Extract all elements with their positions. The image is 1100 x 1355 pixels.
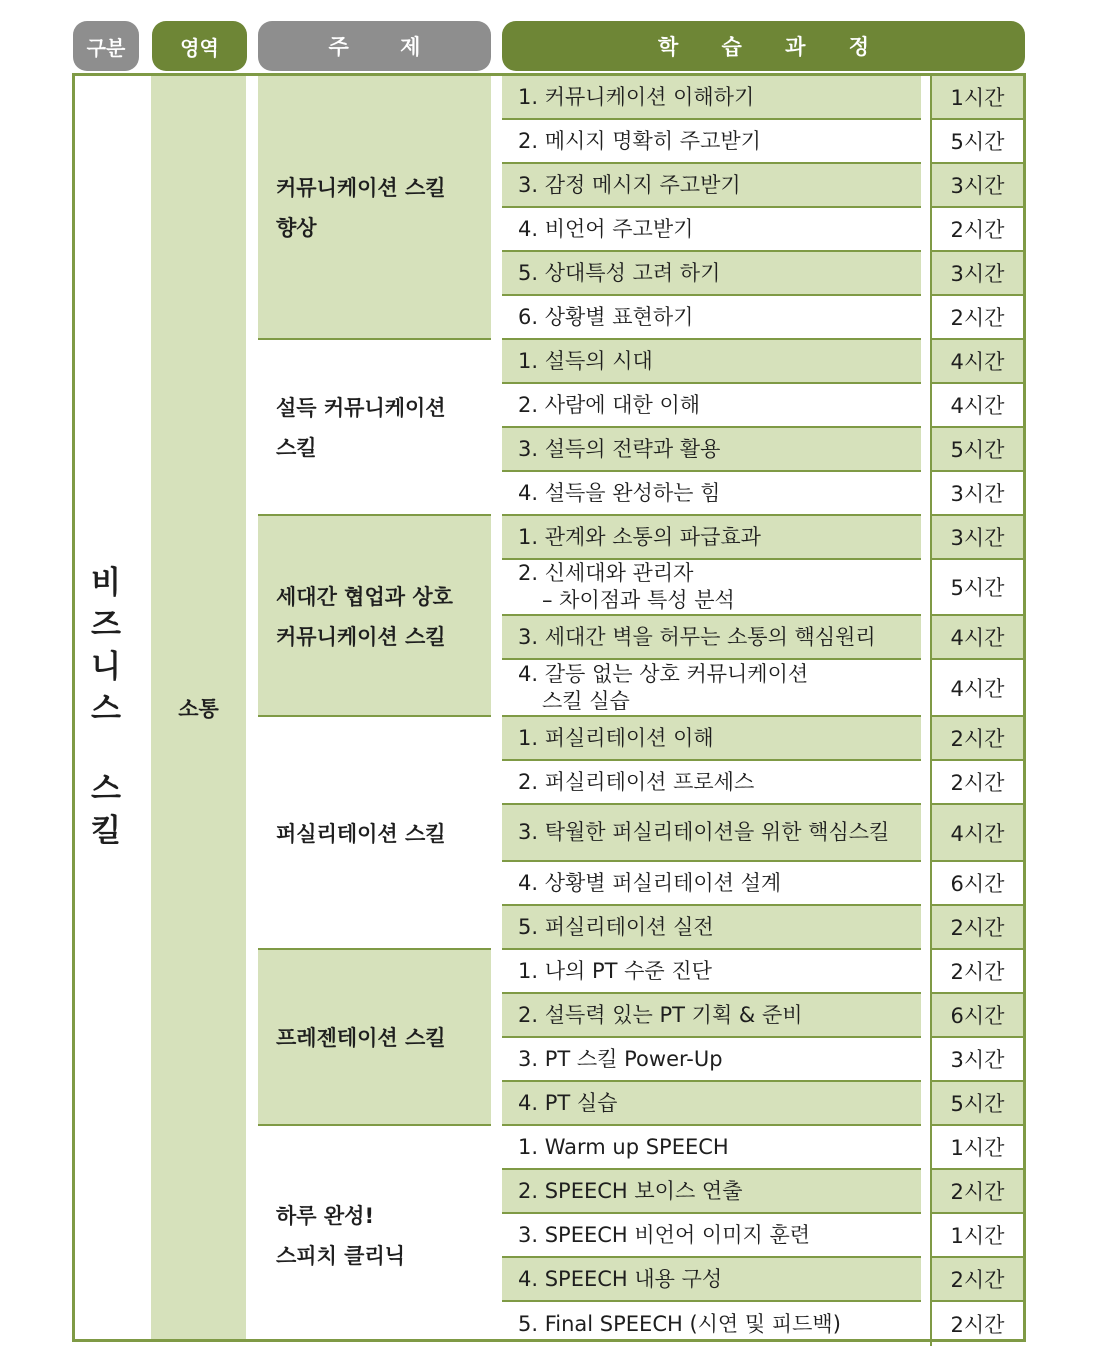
topic-label: 향상 <box>276 216 317 240</box>
course-row <box>502 761 1023 805</box>
course-row <box>502 616 1023 660</box>
course-row <box>502 516 1023 560</box>
topic-label: 커뮤니케이션 스킬 <box>276 624 446 649</box>
course-name: 1. 나의 PT 수준 진단 <box>502 950 921 994</box>
topic-cell <box>258 340 491 516</box>
course-hours: 5시간 <box>930 560 1023 616</box>
course-name: 5. 퍼실리테이션 실전 <box>502 906 921 950</box>
course-row <box>502 660 1023 717</box>
category-char: 스 <box>91 691 121 727</box>
course-hours: 2시간 <box>930 1258 1023 1302</box>
course-row <box>502 120 1023 164</box>
course-hours: 4시간 <box>930 805 1023 862</box>
category-char: 니 <box>91 649 121 685</box>
category-char: 스 <box>91 771 121 807</box>
course-row <box>502 994 1023 1038</box>
course-name-line: 스킬 실습 <box>542 688 630 713</box>
course-hours: 3시간 <box>930 516 1023 560</box>
course-row <box>502 384 1023 428</box>
course-row <box>502 1038 1023 1082</box>
topic-label: 하루 완성! <box>276 1204 375 1228</box>
header-area: 영역 <box>152 21 247 71</box>
course-row <box>502 1258 1023 1302</box>
course-row <box>502 208 1023 252</box>
course-name: 5. 상대특성 고려 하기 <box>502 252 921 296</box>
course-hours: 4시간 <box>930 340 1023 384</box>
course-name: 3. SPEECH 비언어 이미지 훈련 <box>502 1214 921 1258</box>
course-hours: 2시간 <box>930 296 1023 340</box>
header-course: 학 습 과 정 <box>502 21 1025 71</box>
course-name: 1. 커뮤니케이션 이해하기 <box>502 76 921 120</box>
course-row <box>502 164 1023 208</box>
course-name: 2. 사람에 대한 이해 <box>502 384 921 428</box>
topic-label: 스피치 클리닉 <box>276 1244 406 1268</box>
course-row <box>502 805 1023 862</box>
course-hours: 1시간 <box>930 76 1023 120</box>
course-row <box>502 472 1023 516</box>
course-name: 1. 퍼실리테이션 이해 <box>502 717 921 761</box>
course-hours: 3시간 <box>930 164 1023 208</box>
topic-cell <box>258 76 491 340</box>
course-name: 2. 메시지 명확히 주고받기 <box>502 120 921 164</box>
header-gubun: 구분 <box>73 21 139 71</box>
topic-label: 커뮤니케이션 스킬 <box>276 176 446 200</box>
course-hours: 1시간 <box>930 1214 1023 1258</box>
course-name: 1. 관계와 소통의 파급효과 <box>502 516 921 560</box>
course-name: 2. 설득력 있는 PT 기획 & 준비 <box>502 994 921 1038</box>
topic-label: 퍼실리테이션 스킬 <box>276 821 446 846</box>
course-name: 2. SPEECH 보이스 연출 <box>502 1170 921 1214</box>
course-hours: 2시간 <box>930 906 1023 950</box>
header-topic: 주 제 <box>258 21 491 71</box>
course-name <box>502 660 921 717</box>
course-row <box>502 340 1023 384</box>
area-label: 소통 <box>178 697 219 721</box>
topic-label: 세대간 협업과 상호 <box>276 584 453 609</box>
course-row <box>502 906 1023 950</box>
course-row <box>502 950 1023 994</box>
category-title <box>78 562 134 852</box>
course-name: 1. 설득의 시대 <box>502 340 921 384</box>
course-name: 4. SPEECH 내용 구성 <box>502 1258 921 1302</box>
topic-label: 스킬 <box>276 436 317 460</box>
course-row <box>502 252 1023 296</box>
course-row <box>502 1214 1023 1258</box>
course-name: 4. PT 실습 <box>502 1082 921 1126</box>
course-hours: 2시간 <box>930 717 1023 761</box>
course-row <box>502 862 1023 906</box>
topic-cell <box>258 717 491 950</box>
course-name-line: 4. 갈등 없는 상호 커뮤니케이션 <box>518 661 809 686</box>
course-hours: 5시간 <box>930 1082 1023 1126</box>
category-char: 킬 <box>91 813 121 849</box>
course-hours: 5시간 <box>930 120 1023 164</box>
topic-label: 프레젠테이션 스킬 <box>276 1026 446 1050</box>
course-name-line: – 차이점과 특성 분석 <box>542 588 735 612</box>
course-hours: 5시간 <box>930 428 1023 472</box>
category-char: 비 <box>91 565 121 601</box>
course-name: 1. Warm up SPEECH <box>502 1126 921 1170</box>
course-row <box>502 1082 1023 1126</box>
course-hours: 2시간 <box>930 761 1023 805</box>
course-row <box>502 428 1023 472</box>
course-name: 4. 상황별 퍼실리테이션 설계 <box>502 862 921 906</box>
course-hours: 6시간 <box>930 994 1023 1038</box>
course-row <box>502 560 1023 616</box>
course-hours: 3시간 <box>930 1038 1023 1082</box>
category-char: 즈 <box>91 607 121 643</box>
course-hours: 3시간 <box>930 252 1023 296</box>
course-hours: 1시간 <box>930 1126 1023 1170</box>
course-name: 3. 탁월한 퍼실리테이션을 위한 핵심스킬 <box>502 805 921 862</box>
course-row <box>502 296 1023 340</box>
course-hours: 4시간 <box>930 616 1023 660</box>
course-hours: 4시간 <box>930 660 1023 717</box>
topic-cell <box>258 950 491 1126</box>
course-hours: 4시간 <box>930 384 1023 428</box>
course-name: 5. Final SPEECH (시연 및 피드백) <box>518 1311 841 1336</box>
course-name: 3. PT 스킬 Power-Up <box>502 1038 921 1082</box>
course-name: 3. 감정 메시지 주고받기 <box>502 164 921 208</box>
course-hours: 2시간 <box>930 950 1023 994</box>
course-hours: 2시간 <box>930 1170 1023 1214</box>
course-row <box>502 1302 1023 1346</box>
topic-cell <box>258 516 491 717</box>
course-row <box>502 76 1023 120</box>
course-name: 4. 비언어 주고받기 <box>502 208 921 252</box>
course-row <box>502 1126 1023 1170</box>
topic-cell <box>258 1126 491 1346</box>
course-name: 2. 퍼실리테이션 프로세스 <box>502 761 921 805</box>
course-name: 3. 설득의 전략과 활용 <box>502 428 921 472</box>
course-name: 3. 세대간 벽을 허무는 소통의 핵심원리 <box>502 616 921 660</box>
course-name <box>502 560 921 616</box>
course-name-line: 2. 신세대와 관리자 <box>518 561 694 585</box>
course-hours: 2시간 <box>930 208 1023 252</box>
topic-label: 설득 커뮤니케이션 <box>276 396 446 420</box>
course-hours: 3시간 <box>930 472 1023 516</box>
course-row <box>502 1170 1023 1214</box>
course-hours: 2시간 <box>930 1302 1023 1346</box>
course-name: 6. 상황별 표현하기 <box>502 296 921 340</box>
course-hours: 6시간 <box>930 862 1023 906</box>
course-row <box>502 717 1023 761</box>
course-name: 4. 설득을 완성하는 힘 <box>502 472 921 516</box>
